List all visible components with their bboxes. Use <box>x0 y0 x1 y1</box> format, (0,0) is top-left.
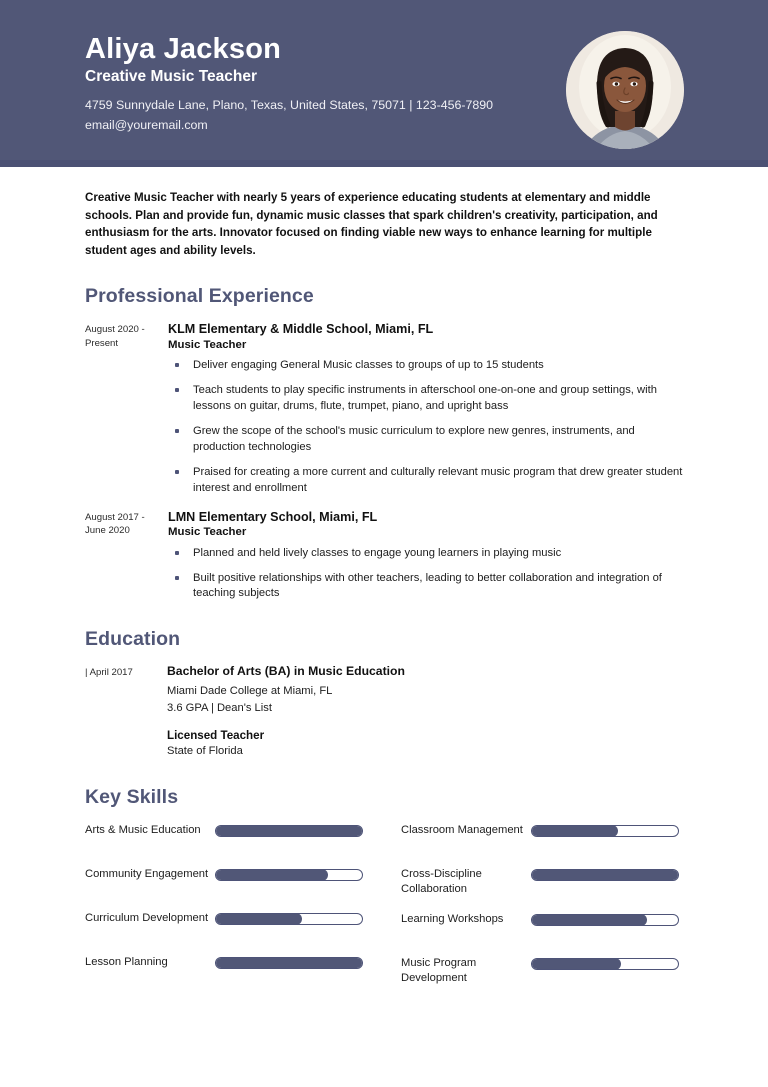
bullet-item <box>168 571 684 603</box>
skill-bar <box>531 914 679 926</box>
certification-state: State of Florida <box>167 744 243 757</box>
contact-address-phone: 4759 Sunnydale Lane, Plano, Texas, United States, 75071 | 123-456-7890 <box>85 98 494 113</box>
skills-grid <box>85 822 684 1000</box>
skill-row <box>401 822 717 852</box>
skill-bar-fill <box>531 825 618 837</box>
skill-bar <box>215 913 363 925</box>
skill-label: Cross-Discipline Collaboration <box>401 867 482 895</box>
skill-bar <box>531 869 679 881</box>
education-degree: Bachelor of Arts (BA) in Music Education <box>167 664 405 679</box>
professional-summary: Creative Music Teacher with nearly 5 years of experience educating students at elementary and middle schools. Plan and provide fun, dynamic music classes that spark children's creativity, participation, and enthusiasm for the arts. Innovator focused on finding viable new ways to enhance learning for multiple student ages and ability levels. <box>85 191 658 257</box>
skills-column-right <box>401 822 717 1000</box>
skill-row <box>85 910 401 940</box>
skill-bar-fill <box>531 958 621 970</box>
skill-bar-fill <box>215 869 328 881</box>
bullet-item <box>168 546 684 562</box>
skill-bar <box>215 869 363 881</box>
section-key-skills <box>85 786 684 1000</box>
skills-column-left <box>85 822 401 1000</box>
skill-bar-fill <box>215 913 302 925</box>
skill-bar-fill <box>215 957 363 969</box>
skill-row <box>85 822 401 852</box>
header-text-block <box>85 33 645 135</box>
skill-label: Classroom Management <box>401 823 523 836</box>
experience-date: August 2020 - Present <box>85 324 145 349</box>
section-title-skills: Key Skills <box>85 785 179 808</box>
skill-row <box>401 866 717 897</box>
bullet-text: Planned and held lively classes to engage young learners in playing music <box>193 546 562 559</box>
skill-label: Arts & Music Education <box>85 823 201 836</box>
experience-role: Music Teacher <box>168 525 247 538</box>
bullet-text: Built positive relationships with other teachers, leading to better collaboration and integration of teaching subjects <box>193 571 662 600</box>
experience-detail <box>167 321 684 496</box>
experience-organization: LMN Elementary School, Miami, FL <box>168 509 378 524</box>
experience-role: Music Teacher <box>168 338 247 351</box>
bullet-item <box>168 358 684 374</box>
section-professional-experience <box>85 285 684 602</box>
experience-organization: KLM Elementary & Middle School, Miami, FL <box>168 322 434 337</box>
skill-row <box>85 866 401 896</box>
skill-bar <box>531 958 679 970</box>
candidate-name: Aliya Jackson <box>85 33 282 65</box>
bullet-text: Grew the scope of the school's music curriculum to explore new genres, instruments, and production technologies <box>193 425 635 453</box>
education-certification <box>167 728 684 759</box>
bullet-text: Teach students to play specific instruments in afterschool one-on-one and group settings, with lessons on guitar, drums, flute, trumpet, piano, and upright bass <box>193 384 657 413</box>
skill-bar-fill <box>531 914 647 926</box>
skill-row <box>401 911 717 941</box>
experience-bullets <box>168 546 684 603</box>
header-underline <box>0 160 768 167</box>
experience-entry <box>85 321 684 496</box>
skill-bar-fill <box>531 869 679 881</box>
skill-label: Curriculum Development <box>85 911 209 924</box>
skill-bar <box>531 825 679 837</box>
education-school: Miami Dade College at Miami, FL <box>167 685 333 698</box>
bullet-dot-icon <box>175 470 179 474</box>
bullet-dot-icon <box>175 388 179 392</box>
skill-label: Learning Workshops <box>401 912 504 925</box>
education-detail <box>167 664 684 759</box>
bullet-dot-icon <box>175 551 179 555</box>
section-title-education: Education <box>85 628 181 651</box>
education-date: | April 2017 <box>85 667 133 679</box>
skill-row <box>85 954 401 984</box>
skill-bar <box>215 825 363 837</box>
skill-label: Lesson Planning <box>85 955 168 968</box>
bullet-item <box>168 424 684 456</box>
candidate-job-title: Creative Music Teacher <box>85 68 258 86</box>
bullet-dot-icon <box>175 429 179 433</box>
resume-body <box>0 167 768 1000</box>
skill-label: Music Program Development <box>401 956 477 984</box>
bullet-text: Praised for creating a more current and culturally relevant music program that drew greater student interest and enrollment <box>193 465 683 494</box>
education-entry <box>85 664 684 759</box>
bullet-item <box>168 465 684 497</box>
contact-email: email@youremail.com <box>85 117 208 132</box>
skill-bar <box>215 957 363 969</box>
experience-date: August 2017 - June 2020 <box>85 511 145 536</box>
avatar <box>566 31 684 149</box>
skill-bar-fill <box>215 825 363 837</box>
resume-header <box>0 0 768 167</box>
bullet-dot-icon <box>175 363 179 367</box>
experience-detail <box>167 509 684 603</box>
skill-label: Community Engagement <box>85 867 209 880</box>
section-title-experience: Professional Experience <box>85 285 314 308</box>
skill-row <box>401 955 717 986</box>
bullet-dot-icon <box>175 576 179 580</box>
certification-title: Licensed Teacher <box>167 729 265 743</box>
bullet-text: Deliver engaging General Music classes to groups of up to 15 students <box>193 359 544 372</box>
education-gpa-honors: 3.6 GPA | Dean's List <box>167 702 272 715</box>
experience-bullets <box>168 358 684 496</box>
section-education <box>85 628 684 759</box>
bullet-item <box>168 383 684 415</box>
experience-entry <box>85 509 684 603</box>
